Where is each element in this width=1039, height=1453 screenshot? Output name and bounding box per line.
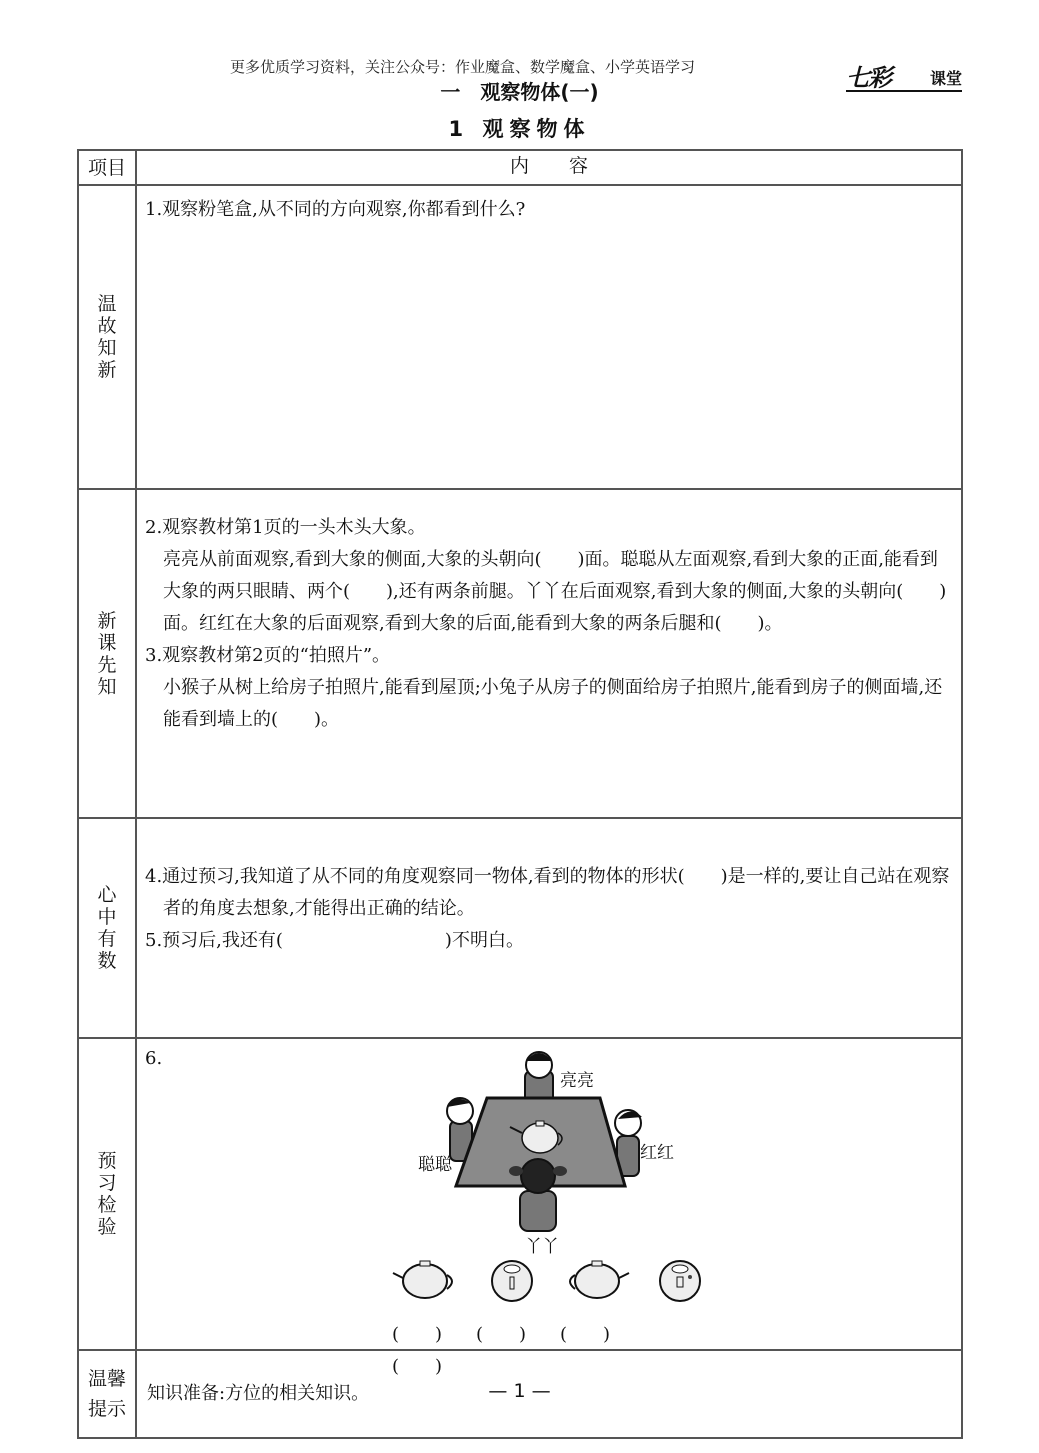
child-bottom-icon xyxy=(509,1159,567,1231)
answer-blank-2[interactable]: ( ) xyxy=(476,1324,527,1345)
name-label-right: 红红 xyxy=(640,1143,674,1163)
row-content-review xyxy=(136,185,962,489)
question-6-number: 6. xyxy=(145,1048,163,1069)
teapot-view-4-icon xyxy=(660,1261,700,1301)
row-content-reflection xyxy=(136,818,962,1038)
row-content-preview xyxy=(136,489,962,818)
row-label-reflection: 心中有数 xyxy=(78,818,136,1038)
teapot-view-2-icon xyxy=(492,1261,532,1301)
answer-blanks xyxy=(392,1319,712,1383)
question-5: 5.预习后,我还有( )不明白。 xyxy=(145,930,524,951)
table-row-preview xyxy=(78,489,962,818)
question-4: 4.通过预习,我知道了从不同的角度观察同一物体,看到的物体的形状( )是一样的,要让自己站在观察者的角度去想象,才能得出正确的结论。 xyxy=(145,866,950,919)
name-label-left: 聪聪 xyxy=(418,1155,452,1175)
question-2: 2.观察教材第1页的一头木头大象。 xyxy=(145,517,426,538)
name-label-top: 亮亮 xyxy=(560,1071,594,1091)
answer-blank-3[interactable]: ( ) xyxy=(560,1324,611,1345)
brand-logo-main: 七彩 xyxy=(846,63,890,92)
table-row-reflection xyxy=(78,818,962,1038)
name-label-bottom: 丫丫 xyxy=(525,1237,559,1257)
child-top-icon xyxy=(525,1052,553,1103)
row-label-tips: 温馨提示 xyxy=(78,1350,136,1438)
question-1: 1.观察粉笔盒,从不同的方向观察,你都看到什么? xyxy=(145,199,526,220)
tip-text: 知识准备:方位的相关知识。 xyxy=(147,1383,370,1404)
promo-banner: 更多优质学习资料，关注公众号：作业魔盒、数学魔盒、小学英语学习 xyxy=(230,58,696,76)
answer-blank-1[interactable]: ( ) xyxy=(392,1324,443,1345)
brand-logo-sub: 课堂 xyxy=(929,69,962,88)
unit-title: 一 观察物体(一) xyxy=(440,80,599,104)
teapot-view-3-icon xyxy=(570,1261,629,1298)
lesson-title: 1 观察物体 xyxy=(448,117,591,141)
row-content-check xyxy=(136,1038,962,1377)
table-row-review xyxy=(78,185,962,489)
observation-figure xyxy=(390,1041,710,1313)
row-label-review: 温故知新 xyxy=(78,185,136,489)
question-3-body: 小猴子从树上给房子拍照片,能看到屋顶;小兔子从房子的侧面给房子拍照片,能看到房子的侧面墙,还能看到墙上的( )。 xyxy=(163,677,943,730)
row-label-check: 预习检验 xyxy=(78,1038,136,1350)
answer-blank-4[interactable]: ( ) xyxy=(392,1356,443,1377)
question-3: 3.观察教材第2页的“拍照片”。 xyxy=(145,645,391,666)
column-header-item: 项目 xyxy=(78,150,136,185)
worksheet-table xyxy=(77,149,963,1439)
teapot-view-1-icon xyxy=(393,1261,452,1298)
page-number: — 1 — xyxy=(488,1380,551,1402)
column-header-content: 内容 xyxy=(136,150,962,185)
table-row-check xyxy=(78,1038,962,1350)
table-header-row xyxy=(78,150,962,185)
row-label-preview: 新课先知 xyxy=(78,489,136,818)
question-2-body: 亮亮从前面观察,看到大象的侧面,大象的头朝向( )面。聪聪从左面观察,看到大象的正面,能看到大象的两只眼睛、两个( ),还有两条前腿。丫丫在后面观察,看到大象的侧面,大象的头朝向( )面。红红在大象的后面观察,看到大象的后面,能看到大象的两条后腿和( )。 xyxy=(163,549,947,634)
